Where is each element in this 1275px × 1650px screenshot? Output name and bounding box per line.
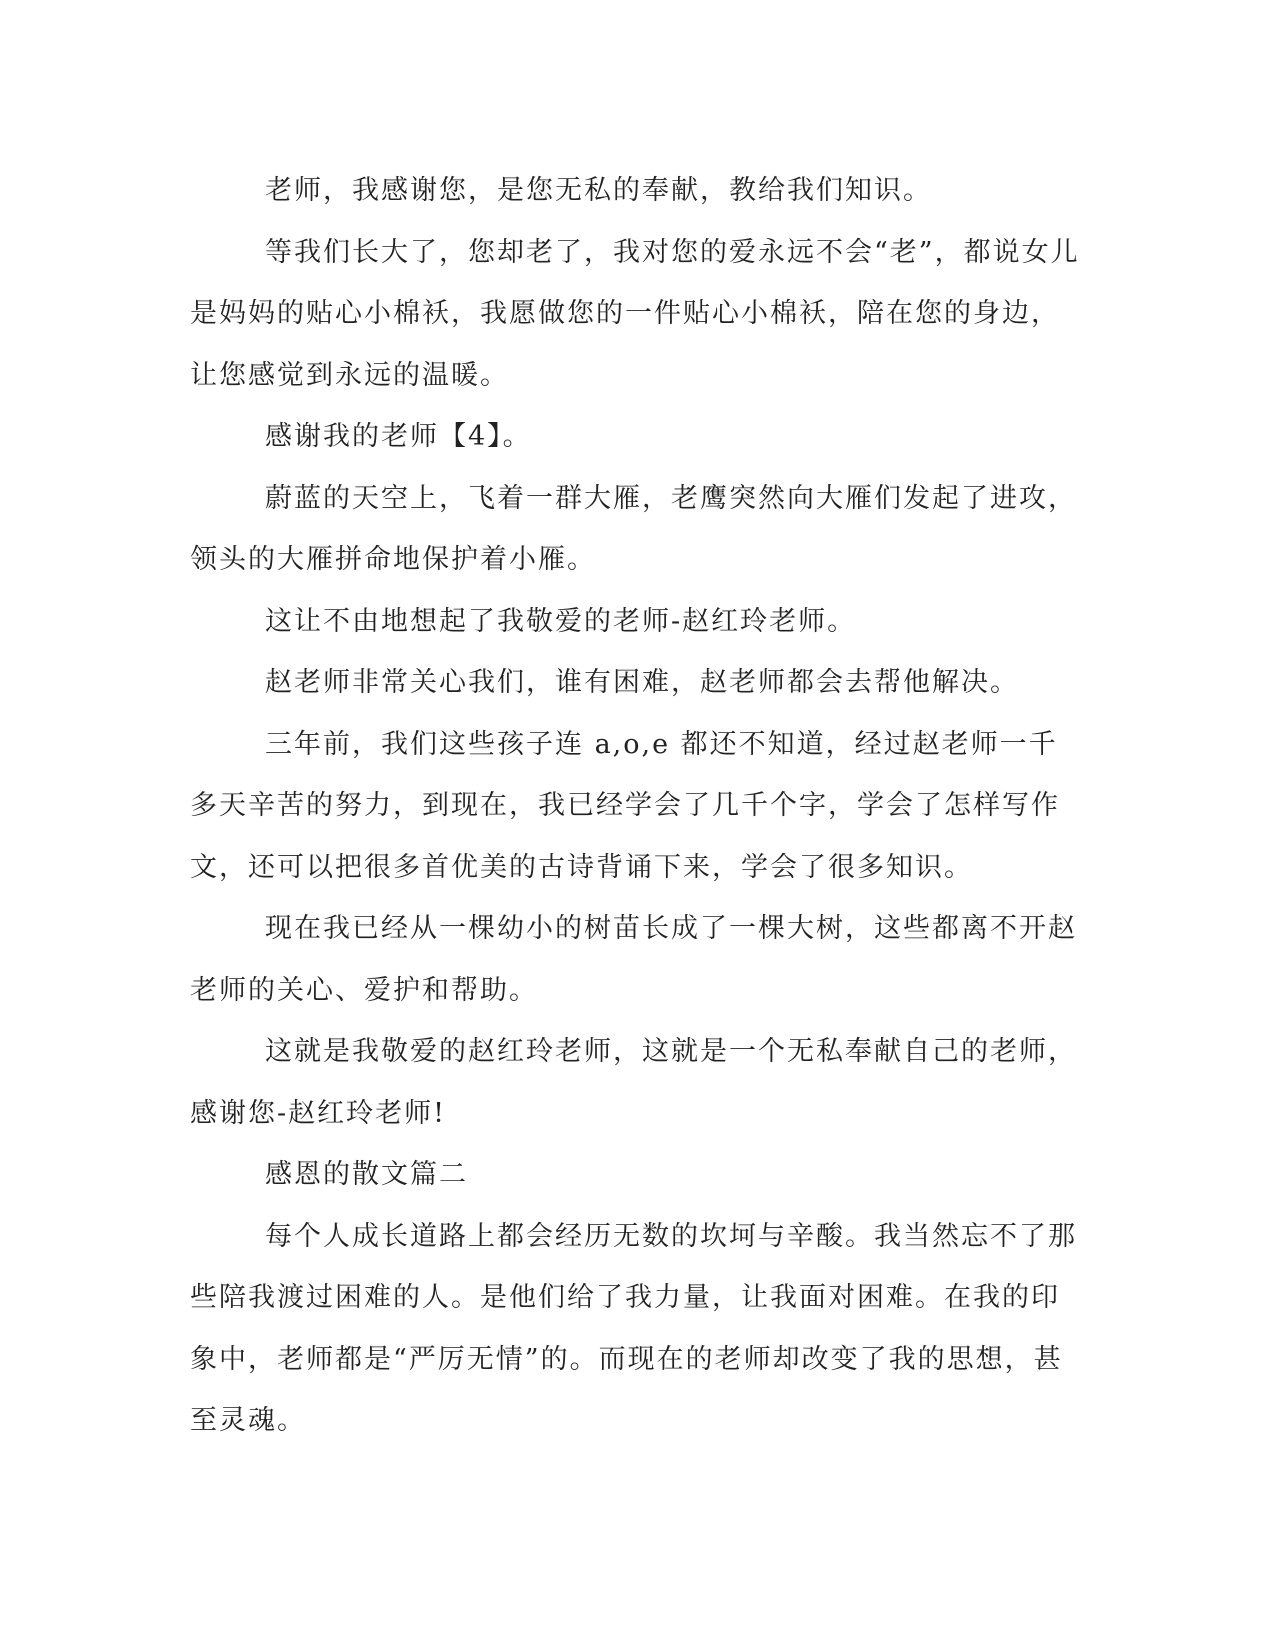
paragraph-cotton-jacket: 等我们长大了，您却老了，我对您的爱永远不会“老”，都说女儿是妈妈的贴心小棉袄，我愿做您的一件贴心小棉袄，陪在您的身边，让您感觉到永远的温暖。 <box>190 236 1080 391</box>
paragraph-teacher-cares: 赵老师非常关心我们，谁有困难，赵老师都会去帮他解决。 <box>265 667 1019 698</box>
paragraph-big-tree: 现在我已经从一棵幼小的树苗长成了一棵大树，这些都离不开赵老师的关心、爱护和帮助。 <box>190 913 1077 1006</box>
paragraph-reminder: 这让不由地想起了我敬爱的老师-赵红玲老师。 <box>265 605 857 637</box>
paragraph-growing-up: 每个人成长道路上都会经历无数的坎坷与辛酸。我当然忘不了那些陪我渡过困难的人。是他们给了我力量，让我面对困难。在我的印象中，老师都是“严厉无情”的。而现在的老师却改变了我的思想，甚至灵魂。 <box>190 1220 1077 1436</box>
paragraph-essay-title-two: 感恩的散文篇二 <box>265 1159 468 1190</box>
paragraph-thanks-teacher: 老师，我感谢您，是您无私的奉献，教给我们知识。 <box>265 175 932 206</box>
paragraph-section-heading-4: 感谢我的老师【4】。 <box>265 421 532 452</box>
paragraph-wild-geese: 蔚蓝的天空上，飞着一群大雁，老鹰突然向大雁们发起了进攻，领头的大雁拼命地保护着小雁。 <box>190 482 1077 575</box>
document-body <box>190 160 1080 1452</box>
paragraph-dedication: 这就是我敬爱的赵红玲老师，这就是一个无私奉献自己的老师，感谢您-赵红玲老师! <box>190 1036 1077 1129</box>
paragraph-three-years-ago: 三年前，我们这些孩子连 a,o,e 都还不知道，经过赵老师一千多天辛苦的努力，到现在，我已经学会了几千个字，学会了怎样写作文，还可以把很多首优美的古诗背诵下来，学会了很多知识。 <box>190 728 1060 883</box>
